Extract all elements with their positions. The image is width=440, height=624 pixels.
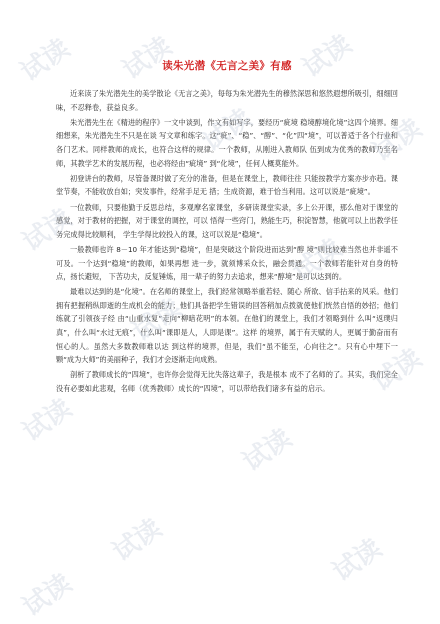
document-title: 读朱光潜《无言之美》有感 bbox=[162, 60, 292, 72]
document-body bbox=[56, 87, 398, 396]
watermark: 试读 bbox=[17, 203, 78, 258]
watermark: 试读 bbox=[327, 533, 388, 588]
paragraph: 最难以达到的是“化境”。在名师的课堂上，我们经常领略举重若轻、随心 所欲、信手拈来的风采。他们拥有把握稍纵即逝的生成机会的能力；他们具备把学生错误的回答稍加点拨就使他们恍然自悟的妙招；他们练就了引领孩子经 由“山重水复”走向“柳暗花明”的本领。在他们的课堂上，我们才领略到什 么叫“返璞归真”，什么叫“水过无痕”，什么叫“课即是人，人即是课”。这样 的境界，属于有天赋的人，更属于勤奋而有恒心的人。虽然大多数教师难以达 到这样的境界，但是，我们“虽不能至，心向往之”。只有心中埋下一颗“成为大师”的美丽种子，我们才会逐渐走向成熟。 bbox=[56, 287, 398, 365]
watermark: 试读 bbox=[237, 423, 298, 478]
paragraph: 一位教师，只要他勤于反思总结，多观摩名家课堂，多研读课堂实录，多上公开课，那么他对于课堂的感觉，对于教材的把握，对于课堂的调控，可以 悟得一些窍门，熟能生巧，积淀智慧，他就可以上出教学任务完成得比较顺利， 学生学得比较投入的课，这可以说是“稳境”。 bbox=[56, 202, 398, 239]
watermark: 试读 bbox=[297, 29, 358, 84]
paragraph: 剖析了教师成长的“四境”，也许你会觉得无比失落这辈子，我是根本 成不了名师的了。其实，我们完全没有必要如此悲观，名师（优秀教师）成长的“四境”，可以带给我们诸多有益的启示。 bbox=[56, 370, 398, 394]
watermark: 试读 bbox=[117, 31, 178, 86]
watermark: 试读 bbox=[107, 513, 168, 568]
paragraph: 朱光潜先生在《精进的程序》一文中谈到，作文有如写字，要经历“疵境 稳境醇境化境”这四个境界。细细想来，朱光潜先生不只是在谈 写文章和练字。这“疵”、“稳”、“醇”、“化”四“境”，可以普适于各个行业和 各门艺术。同样教师的成长，也符合这样的规律。一个教师，从刚进入教师队 伍到成为优秀的教师乃至名师，其教学艺术的发展历程，也必将经由“疵境” 到“化境”，任何人概莫能外。 bbox=[56, 117, 398, 168]
paragraph: 初登讲台的教师，尽管备课时做了充分的准备，但是在课堂上，教师往往 只能按教学方案亦步亦趋。课堂节奏，不能收放自如；突发事件，经常手足无 措；生成资源，难于恰当利用。这可以说是“疵境”。 bbox=[56, 173, 398, 197]
paragraph: 近来读了朱光潜先生的美学散论《无言之美》，每每为朱光潜先生的穆然深思和悠然遐想所吸引，细细回味，不忍释卷，获益良多。 bbox=[56, 89, 398, 112]
watermark: 试读 bbox=[197, 103, 258, 158]
watermark: 试读 bbox=[17, 568, 78, 623]
watermark: 试读 bbox=[367, 343, 428, 398]
watermark: 试读 bbox=[287, 233, 348, 288]
watermark: 试读 bbox=[367, 113, 428, 168]
watermark: 试读 bbox=[17, 393, 78, 448]
watermark: 试读 bbox=[127, 293, 188, 348]
watermark: 试读 bbox=[15, 33, 76, 88]
paragraph: 一般教师也许 8－10 年才能达到“稳境”，但是突破这个阶段进而达到“醇 境”则比较难当然也并非遥不可及。一个达到“稳境”的教师，如果再想 进一步，就须博采众长，融会贯通。一个教师若能针对自身的特点，扬长避短， 下苦功夫，反复锤炼，用一辈子的努力去追求，想来“醇境”是可以达到的。 bbox=[56, 244, 398, 282]
